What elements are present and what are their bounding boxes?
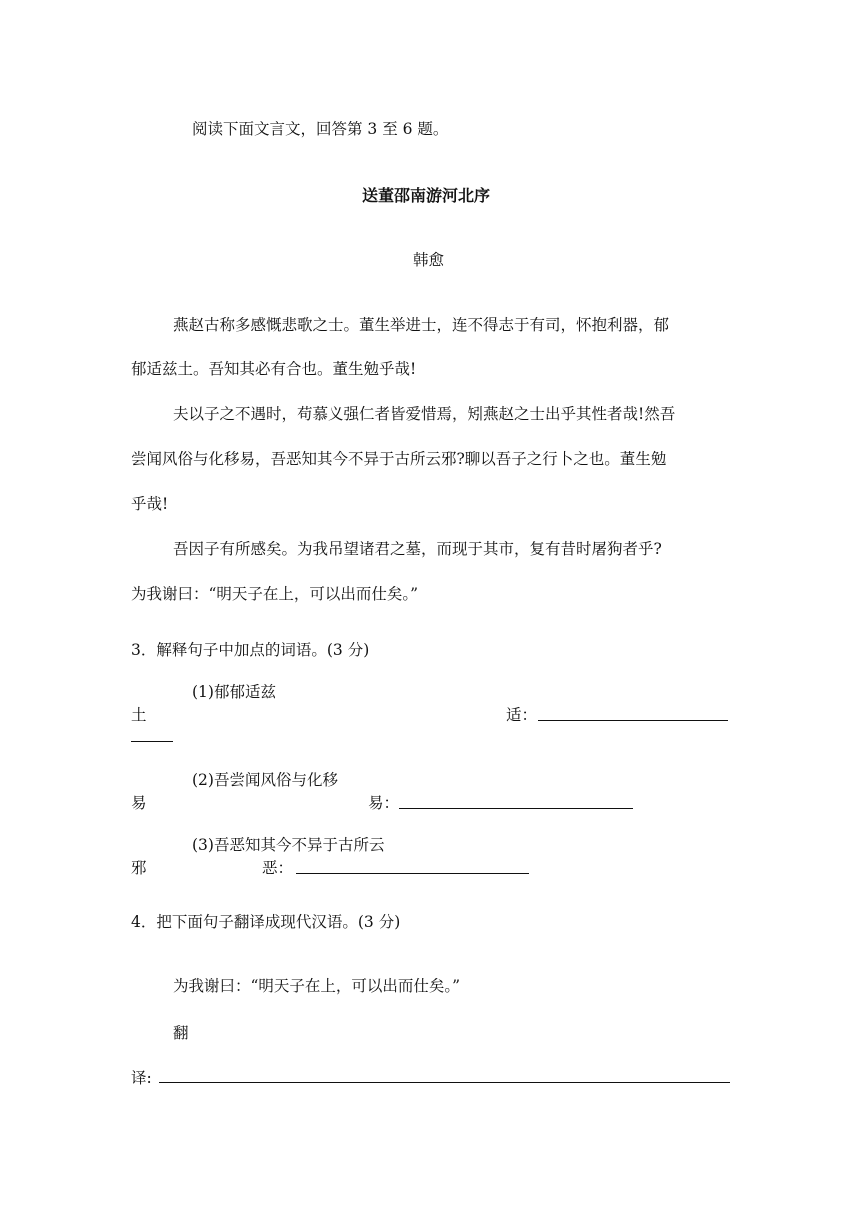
q3-item-2-tail: 易 [131,794,147,812]
q3-item-1-answer-line[interactable] [538,720,728,721]
q3-item-1-answer-line-cont[interactable] [131,741,173,742]
q3-item-1-label: 适： [506,706,538,724]
q4-answer-label-2: 译: [131,1069,152,1087]
q3-item-2-label: 易： [368,794,400,812]
passage-title: 送董邵南游河北序 [362,186,491,205]
q3-item-3-label: 恶： [262,859,294,877]
passage-line: 夫以子之不遇时，苟慕义强仁者皆爱惜焉，矧燕赵之士出乎其性者哉!然吾 [173,405,676,423]
q3-item-2-answer-line[interactable] [399,808,633,809]
intro-instruction: 阅读下面文言文，回答第 3 至 6 题。 [192,120,449,138]
passage-line: 吾因子有所感矣。为我吊望诸君之墓，而现于其市，复有昔时屠狗者乎? [173,540,662,558]
q4-sentence: 为我谢曰：“明天子在上，可以出而仕矣。” [173,977,461,995]
passage-line: 燕赵古称多感慨悲歌之士。董生举进士，连不得志于有司，怀抱利器，郁 [173,316,670,334]
q3-item-3-tail: 邪 [131,859,147,877]
q3-item-3-sentence: (3)吾恶知其今不异于古所云 [192,836,385,854]
passage-author: 韩愈 [413,251,445,269]
q4-answer-line[interactable] [159,1082,730,1083]
passage-line: 乎哉! [131,495,169,513]
question-3-stem: 3．解释句子中加点的词语。(3 分) [131,641,370,659]
q3-item-3-answer-line[interactable] [296,873,529,874]
q3-item-1-sentence: (1)郁郁适兹 [192,683,276,701]
passage-line: 郁适兹土。吾知其必有合也。董生勉乎哉! [131,360,417,378]
passage-line: 为我谢曰：“明天子在上，可以出而仕矣。” [131,585,419,603]
passage-line: 尝闻风俗与化移易，吾恶知其今不异于古所云邪?聊以吾子之行卜之也。董生勉 [131,450,667,468]
q4-answer-label-1: 翻 [173,1024,189,1042]
q3-item-1-tail: 土 [131,706,147,724]
q3-item-2-sentence: (2)吾尝闻风俗与化移 [192,771,338,789]
question-4-stem: 4．把下面句子翻译成现代汉语。(3 分) [131,913,401,931]
